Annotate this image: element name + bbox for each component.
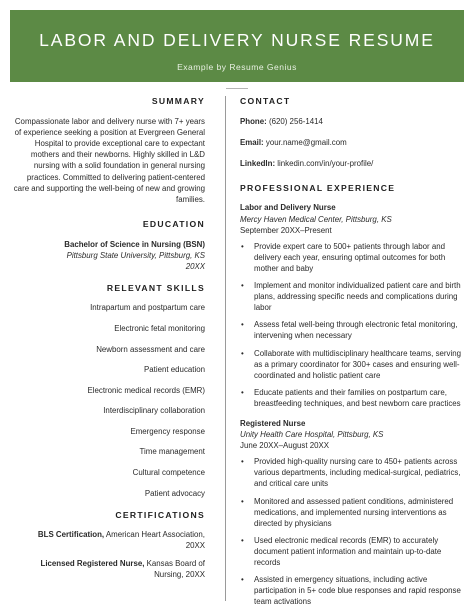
column-divider (225, 96, 226, 601)
phone-label: Phone: (240, 117, 267, 127)
job-entry (240, 202, 466, 409)
job-bullets (240, 456, 466, 607)
certification-detail: American Heart Association, (104, 530, 205, 540)
summary-text: Compassionate labor and delivery nurse with 7+ years of experience seeking a position at Evergreen General Hospital to provide exceptional care to expectant mothers and their newborns. Highly skilled in L&D nursing with a solid foundation in general nursing practices. Committed to delivering patient-centered care and supporting the well-being of new and growing families. (13, 117, 205, 204)
certification-item (12, 529, 205, 551)
skill-item: Intrapartum and postpartum care (90, 303, 205, 313)
skill-item: Emergency response (130, 426, 205, 436)
job-bullet: • Educate patients and their families on postpartum care, breastfeeding techniques, and best newborn care practices (240, 387, 466, 409)
resume-subtitle: Example by Resume Genius (177, 62, 297, 72)
linkedin-value[interactable]: linkedin.com/in/your-profile/ (275, 159, 374, 169)
skills-heading: RELEVANT SKILLS (106, 283, 205, 294)
right-column (240, 93, 466, 613)
job-bullet: • Assisted in emergency situations, including active participation in 5+ code blue responses and rapid response team activations (240, 574, 466, 607)
education-section (12, 219, 205, 272)
job-bullet: • Implement and monitor individualized patient care and birth plans, addressing specific needs and complications during labor (240, 280, 466, 313)
job-bullet: • Used electronic medical records (EMR) to accurately document patient information and maintain up-to-date records (240, 535, 466, 568)
education-year: 20XX (185, 262, 205, 272)
phone-value: (620) 256-1414 (266, 117, 323, 127)
skill-item: Newborn assessment and care (96, 344, 205, 354)
skills-list (12, 302, 205, 508)
job-dates: September 20XX–Present (240, 225, 332, 235)
skill-item: Electronic medical records (EMR) (87, 385, 205, 395)
certification-year: 20XX (185, 541, 205, 551)
email-value[interactable]: your.name@gmail.com (263, 138, 347, 148)
resume-header (10, 10, 464, 82)
experience-section (240, 183, 466, 607)
certification-item (12, 558, 205, 580)
left-column (12, 93, 205, 586)
contact-section (240, 96, 466, 169)
certifications-section (12, 510, 205, 579)
summary-heading: SUMMARY (151, 96, 205, 106)
job-title: Registered Nurse (240, 418, 306, 428)
certification-name: Licensed Registered Nurse, (40, 558, 145, 568)
education-heading: EDUCATION (142, 218, 205, 229)
job-bullet: • Provided high-quality nursing care to 450+ patients across various departments, including medical-surgical, pediatrics, and critical care units (240, 456, 466, 489)
certifications-heading: CERTIFICATIONS (115, 510, 205, 521)
summary-section (12, 96, 205, 205)
job-entry (240, 418, 466, 607)
contact-heading: CONTACT (240, 96, 291, 106)
linkedin-label: LinkedIn: (240, 159, 276, 169)
job-bullet: • Collaborate with multidisciplinary healthcare teams, serving as a primary coordinator for 300+ cases and ensuring well-coordinated and holistic patient care (240, 348, 466, 381)
contact-phone (240, 116, 466, 127)
certification-name: BLS Certification, (37, 530, 105, 540)
education-school: Pittsburg State University, Pittsburg, KS (66, 251, 205, 261)
contact-linkedin (240, 158, 466, 169)
email-label: Email: (240, 138, 264, 148)
certification-year: Nursing, 20XX (154, 569, 205, 579)
job-bullet: • Assess fetal well-being through electronic fetal monitoring, intervening when necessary (240, 319, 466, 341)
skill-item: Patient education (144, 365, 205, 375)
job-bullet: • Provide expert care to 500+ patients through labor and delivery each year, ensuring optimal outcomes for both mother and baby (240, 241, 466, 274)
job-bullets (240, 241, 466, 409)
job-dates: June 20XX–August 20XX (240, 441, 330, 451)
header-divider (226, 88, 248, 89)
job-bullet: • Monitored and assessed patient conditions, administered medications, and implemented nursing interventions as directed by physicians (240, 496, 466, 529)
skill-item: Patient advocacy (144, 488, 205, 498)
job-employer: Mercy Haven Medical Center, Pittsburg, KS (240, 214, 392, 224)
skills-section (12, 283, 205, 508)
skill-item: Electronic fetal monitoring (114, 323, 205, 333)
contact-email (240, 137, 466, 148)
skill-item: Interdisciplinary collaboration (103, 406, 205, 416)
job-employer: Unity Health Care Hospital, Pittsburg, KS (240, 430, 384, 440)
resume-title: LABOR AND DELIVERY NURSE RESUME (39, 30, 435, 50)
skill-item: Cultural competence (132, 468, 205, 478)
skill-item: Time management (139, 447, 205, 457)
education-degree: Bachelor of Science in Nursing (BSN) (64, 239, 205, 249)
certification-detail: Kansas Board of (144, 558, 205, 568)
job-title: Labor and Delivery Nurse (240, 203, 336, 213)
experience-heading: PROFESSIONAL EXPERIENCE (240, 183, 396, 194)
